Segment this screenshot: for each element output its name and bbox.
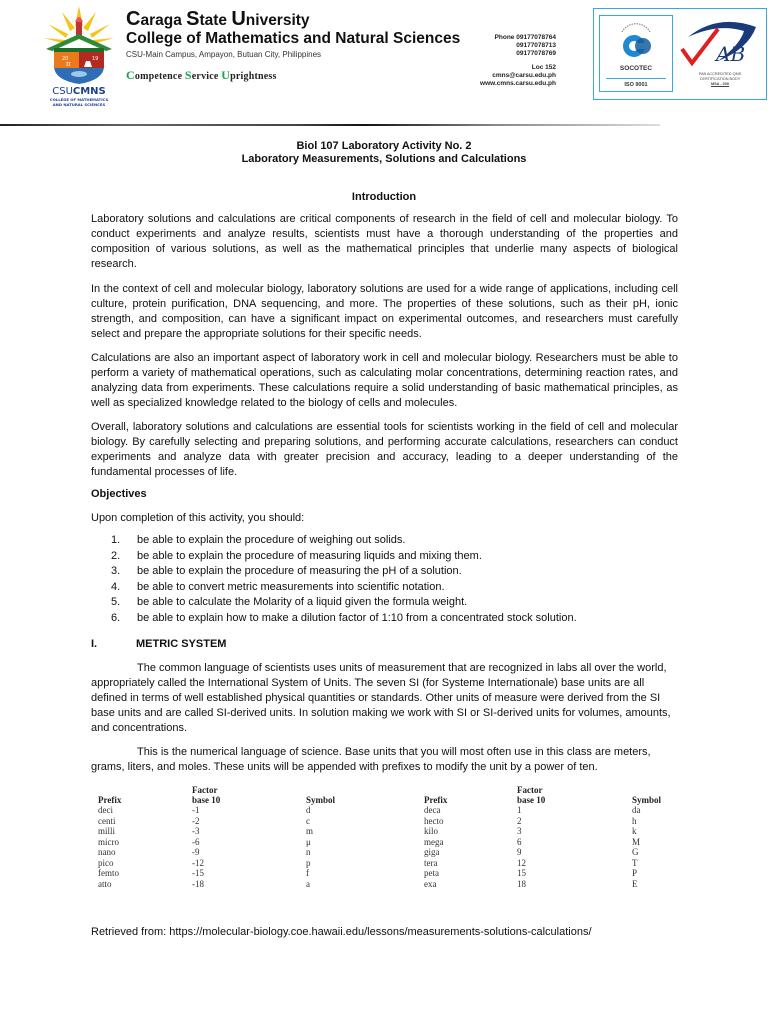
certification-box <box>593 8 767 100</box>
phone-2: 09177078713 <box>516 42 556 49</box>
socotec-logo-icon <box>614 20 658 64</box>
table-row: kilo 3 k <box>424 826 637 836</box>
phone-3: 09177078769 <box>516 50 556 57</box>
university-name: Caraga State University <box>126 8 310 30</box>
objective-item: 4. be able to convert metric measurements into scientific notation. <box>111 580 445 593</box>
institution-block <box>126 8 461 83</box>
table-row: mega 6 M <box>424 836 641 847</box>
email: cmns@carsu.edu.ph <box>492 72 556 79</box>
objective-item: 6. be able to explain how to make a dilution factor of 1:10 from a concentrated stock solution. <box>111 611 577 624</box>
header-divider <box>0 124 660 126</box>
col-prefix: Prefix <box>98 795 122 805</box>
campus-address: CSU-Main Campus, Ampayon, Butuan City, Philippines <box>126 50 322 59</box>
intro-paragraph-1: Laboratory solutions and calculations are critical components of research in the field of cell and molecular biology. To conduct experiments and analyze results, scientists must have a thorough understanding of the properties and composition of various solutions, as well as the mathematical principles that underlie many aspects of biological research. <box>91 213 678 270</box>
col-factor: Factor base 10 <box>192 785 221 805</box>
col-factor: Factor base 10 <box>517 785 546 805</box>
objective-item: 2. be able to explain the procedure of measuring liquids and mixing them. <box>111 549 482 562</box>
table-row: pico -12 p <box>98 857 311 868</box>
table-row: milli -3 m <box>98 826 314 836</box>
table-row: tera 12 T <box>424 857 638 868</box>
col-prefix: Prefix <box>424 795 448 805</box>
objective-item: 5. be able to calculate the Molarity of a liquid given the formula weight. <box>111 596 468 608</box>
metric-paragraph-2: This is the numerical language of science. Base units that you will most often use in this class are meters, grams, liters, and moles. These units will be appended with prefixes to modify the unit by a power of ten. <box>91 746 651 773</box>
table-row: hecto 2 h <box>424 815 637 826</box>
activity-title: Biol 107 Laboratory Activity No. 2 <box>296 140 472 152</box>
table-row: peta 15 P <box>424 868 638 878</box>
table-row: centi -2 c <box>98 815 310 826</box>
table-row: exa 18 E <box>424 878 638 889</box>
pab-badge: AB PAB ACCREDITED QMS CERTIFICATION BODY MSA - 030 <box>678 15 762 95</box>
website: www.cmns.carsu.edu.ph <box>480 80 556 87</box>
col-symbol: Symbol <box>306 795 336 805</box>
socotec-badge: SOCOTEC ISO 9001 <box>599 15 673 92</box>
metric-system-heading: I. METRIC SYSTEM <box>91 638 227 650</box>
table-header-row <box>98 785 346 805</box>
table-header-row <box>424 785 672 805</box>
table-row: nano -9 n <box>98 847 311 857</box>
table-row: deca 1 da <box>424 805 641 815</box>
objective-item: 3. be able to explain the procedure of measuring the pH of a solution. <box>111 565 462 577</box>
motto: Competence Service Uprightness <box>126 68 277 82</box>
prefix-table-positive <box>424 785 672 889</box>
objectives-intro: Upon completion of this activity, you should: <box>91 512 305 524</box>
svg-text:π: π <box>66 60 71 68</box>
objectives-list <box>111 533 577 626</box>
metric-paragraph-1: The common language of scientists uses units of measurement that are recognized in labs all over the world, appropriately called the International System of Units. The seven SI (for Systeme Internationale) base units are all defined in terms of well established physical quantities or standards. Other units of measure were derived from the SI base units and are called SI-derived units. In solution making we work with SI or SI-derived units for volumes, amounts, and concentrations. <box>91 662 671 734</box>
svg-text:AB: AB <box>716 42 746 66</box>
intro-paragraph-2: In the context of cell and molecular biology, laboratory solutions are used for a wide range of applications, including cell culture, protein purification, DNA sequencing, and more. The properties of these solutions, such as their pH, ionic strength, and composition, can have a significant impact on experimental outcomes, and researchers must carefully select and prepare the appropriate solutions for their specific needs. <box>91 283 678 340</box>
svg-text:20: 20 <box>62 56 69 62</box>
col-symbol: Symbol <box>632 795 662 805</box>
pab-logo-icon <box>678 15 762 71</box>
college-name: College of Mathematics and Natural Sciences <box>126 30 461 47</box>
divider <box>606 78 666 79</box>
table-row: femto -15 f <box>98 868 309 878</box>
contact-info <box>480 34 556 88</box>
activity-subtitle: Laboratory Measurements, Solutions and Calculations <box>241 153 527 165</box>
phone-1: Phone 09177078764 <box>494 34 556 41</box>
local-number: Loc 152 <box>531 64 556 71</box>
svg-text:CSUCMNS: CSUCMNS <box>52 86 106 97</box>
intro-paragraph-4: Overall, laboratory solutions and calculations are essential tools for scientists working in the field of cell and molecular biology. By carefully selecting and preparing solutions, and performing accurate calculations, researchers can conduct experiments and analyze data with greater precision and accuracy, leading to a deeper understanding of the fundamental processes of life. <box>91 421 678 478</box>
svg-text:19: 19 <box>92 56 99 62</box>
svg-text:AND NATURAL SCIENCES: AND NATURAL SCIENCES <box>52 102 106 107</box>
table-row: giga 9 G <box>424 847 639 857</box>
source-citation: Retrieved from: https://molecular-biology.coe.hawaii.edu/lessons/measurements-solutions-calculations/ <box>91 926 592 938</box>
csu-cmns-crest-icon <box>40 4 118 108</box>
letterhead <box>0 0 768 125</box>
table-row: micro -6 μ <box>98 836 311 847</box>
svg-text:COLLEGE OF MATHEMATICS: COLLEGE OF MATHEMATICS <box>49 97 109 102</box>
introduction-heading: Introduction <box>351 191 417 203</box>
table-row: atto -18 a <box>98 878 310 889</box>
document-title <box>0 140 768 166</box>
prefix-table-negative <box>98 785 346 889</box>
table-row: deci -1 d <box>98 805 311 815</box>
objectives-heading: Objectives <box>91 488 147 500</box>
intro-paragraph-3: Calculations are also an important aspect of laboratory work in cell and molecular biology. Researchers must be able to perform a variety of mathematical operations, such as calculating molar concentrations, determining reaction rates, and analyzing data from experiments. These calculations require a solid understanding of basic mathematical principles, as well as specialized knowledge related to the biology of cells and molecules. <box>91 352 678 409</box>
objective-item: 1. be able to explain the procedure of weighing out solids. <box>111 534 406 546</box>
